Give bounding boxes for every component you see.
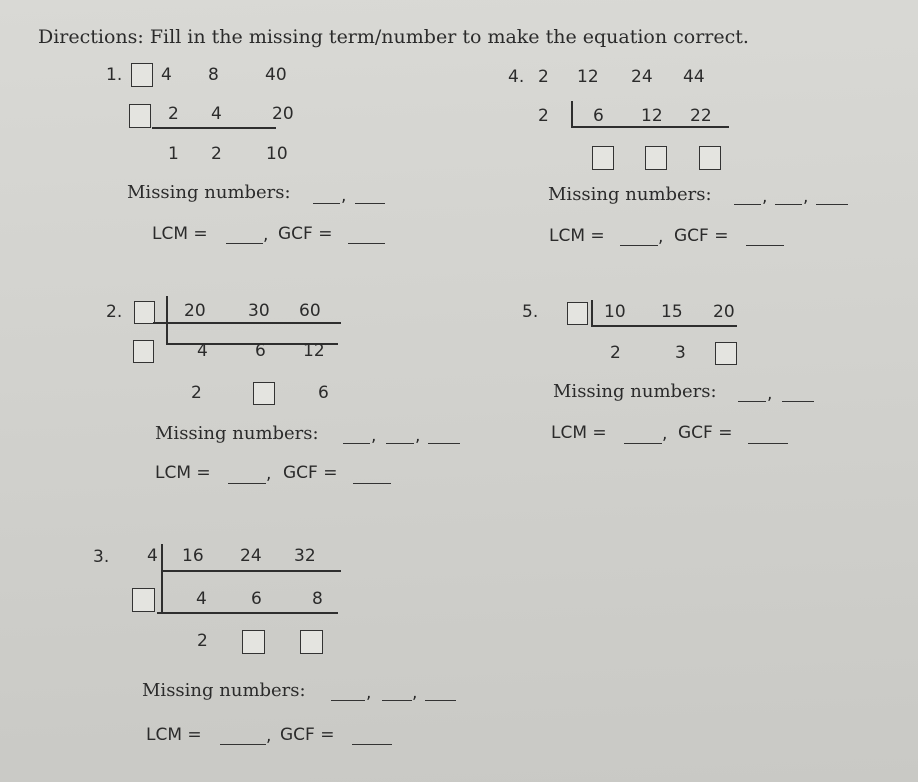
p2-r3-c: 6	[318, 383, 329, 403]
p1-r1-a: 4	[161, 65, 172, 85]
division-line	[157, 612, 338, 614]
p4-r2-a: 6	[593, 106, 604, 126]
problem-4-number: 4.	[508, 67, 525, 87]
p5-r2-b: 3	[675, 343, 686, 363]
answer-box[interactable]	[129, 104, 151, 128]
answer-box[interactable]	[567, 302, 588, 325]
problem-2-number: 2.	[106, 302, 123, 322]
p4-r1-b: 24	[631, 67, 653, 87]
p3-r1-b: 24	[240, 546, 262, 566]
division-bar	[591, 300, 593, 326]
p5-r1-b: 15	[661, 302, 683, 322]
gcf-label: GCF =	[283, 463, 338, 483]
problem-1-number: 1.	[106, 65, 123, 85]
p1-r3-b: 2	[211, 144, 222, 164]
answer-box[interactable]	[715, 342, 737, 365]
answer-box[interactable]	[300, 630, 323, 654]
p1-r3-a: 1	[168, 144, 179, 164]
lcm-label: LCM =	[549, 226, 605, 246]
division-bar	[571, 101, 573, 127]
p5-r1-c: 20	[713, 302, 735, 322]
missing-numbers-label: Missing numbers:	[127, 182, 291, 203]
blank-line[interactable]	[348, 243, 385, 244]
blank-line[interactable]	[816, 204, 848, 205]
division-bar	[166, 296, 168, 344]
answer-box[interactable]	[131, 63, 153, 87]
p3-r2-b: 6	[251, 589, 262, 609]
p2-r2-c: 12	[303, 341, 325, 361]
directions-text: Directions: Fill in the missing term/number to make the equation correct.	[38, 26, 749, 48]
blank-line[interactable]	[228, 483, 266, 484]
p3-r2-c: 8	[312, 589, 323, 609]
blank-line[interactable]	[352, 744, 392, 745]
blank-line[interactable]	[748, 443, 788, 444]
p1-r3-c: 10	[266, 144, 288, 164]
blank-line[interactable]	[734, 204, 761, 205]
gcf-label: GCF =	[280, 725, 335, 745]
p1-r2-c: 20	[272, 104, 294, 124]
gcf-label: GCF =	[278, 224, 333, 244]
lcm-label: LCM =	[551, 423, 607, 443]
division-line	[152, 127, 276, 129]
answer-box[interactable]	[592, 146, 614, 170]
answer-box[interactable]	[242, 630, 265, 654]
blank-line[interactable]	[382, 700, 412, 701]
p4-r2-c: 22	[690, 106, 712, 126]
p1-r2-a: 2	[168, 104, 179, 124]
p4-r1-c: 44	[683, 67, 705, 87]
answer-box[interactable]	[132, 588, 155, 612]
blank-line[interactable]	[313, 203, 340, 204]
p2-r1-b: 30	[248, 301, 270, 321]
p2-r2-a: 4	[197, 341, 208, 361]
p2-r3-a: 2	[191, 383, 202, 403]
missing-numbers-label: Missing numbers:	[155, 423, 319, 444]
p3-r3-a: 2	[197, 631, 208, 651]
blank-line[interactable]	[386, 443, 414, 444]
p3-r1-c: 32	[294, 546, 316, 566]
p1-r1-c: 40	[265, 65, 287, 85]
answer-box[interactable]	[134, 301, 155, 324]
answer-box[interactable]	[133, 340, 154, 363]
worksheet: Directions: Fill in the missing term/number to make the equation correct. 1. 4 8 40 2 4 20 1 2 10 Missing numbers: , LCM = , GCF = 4. 2 12 24 44 2 6 12 22 Missing numbers: , , LCM = , GCF = 2. 20 30 60 4 6 12 2 6 Missing numbers: , , LCM = , GCF = 5. 10 15 20 2 3 Missing numbers: , LCM = , GCF = 3. 4 16 24 32 4 6 8 2 Missing numbers: , , LCM = , GCF =	[0, 0, 918, 782]
blank-line[interactable]	[738, 401, 766, 402]
p5-r1-a: 10	[604, 302, 626, 322]
blank-line[interactable]	[775, 204, 802, 205]
missing-numbers-label: Missing numbers:	[553, 381, 717, 402]
lcm-label: LCM =	[152, 224, 208, 244]
p1-r2-b: 4	[211, 104, 222, 124]
missing-numbers-label: Missing numbers:	[548, 184, 712, 205]
problem-5-number: 5.	[522, 302, 539, 322]
blank-line[interactable]	[343, 443, 370, 444]
division-line	[153, 322, 341, 324]
missing-numbers-label: Missing numbers:	[142, 680, 306, 701]
p2-r2-b: 6	[255, 341, 266, 361]
blank-line[interactable]	[220, 744, 266, 745]
answer-box[interactable]	[645, 146, 667, 170]
blank-line[interactable]	[353, 483, 391, 484]
p3-r2-a: 4	[196, 589, 207, 609]
blank-line[interactable]	[331, 700, 365, 701]
blank-line[interactable]	[425, 700, 456, 701]
p4-divisor-1: 2	[538, 67, 549, 87]
lcm-label: LCM =	[155, 463, 211, 483]
p3-divisor: 4	[147, 546, 158, 566]
blank-line[interactable]	[746, 245, 784, 246]
division-line	[591, 325, 737, 327]
p4-divisor-2: 2	[538, 106, 549, 126]
blank-line[interactable]	[620, 245, 658, 246]
division-bar	[161, 544, 163, 614]
problem-3-number: 3.	[93, 547, 110, 567]
p2-r1-c: 60	[299, 301, 321, 321]
blank-line[interactable]	[226, 243, 263, 244]
division-line	[161, 570, 341, 572]
answer-box[interactable]	[699, 146, 721, 170]
gcf-label: GCF =	[678, 423, 733, 443]
p4-r2-b: 12	[641, 106, 663, 126]
blank-line[interactable]	[782, 401, 814, 402]
gcf-label: GCF =	[674, 226, 729, 246]
blank-line[interactable]	[355, 203, 385, 204]
p5-r2-a: 2	[610, 343, 621, 363]
answer-box[interactable]	[253, 382, 275, 405]
blank-line[interactable]	[428, 443, 460, 444]
p2-r1-a: 20	[184, 301, 206, 321]
p4-r1-a: 12	[577, 67, 599, 87]
p3-r1-a: 16	[182, 546, 204, 566]
blank-line[interactable]	[624, 443, 662, 444]
lcm-label: LCM =	[146, 725, 202, 745]
p1-r1-b: 8	[208, 65, 219, 85]
division-line	[571, 126, 729, 128]
